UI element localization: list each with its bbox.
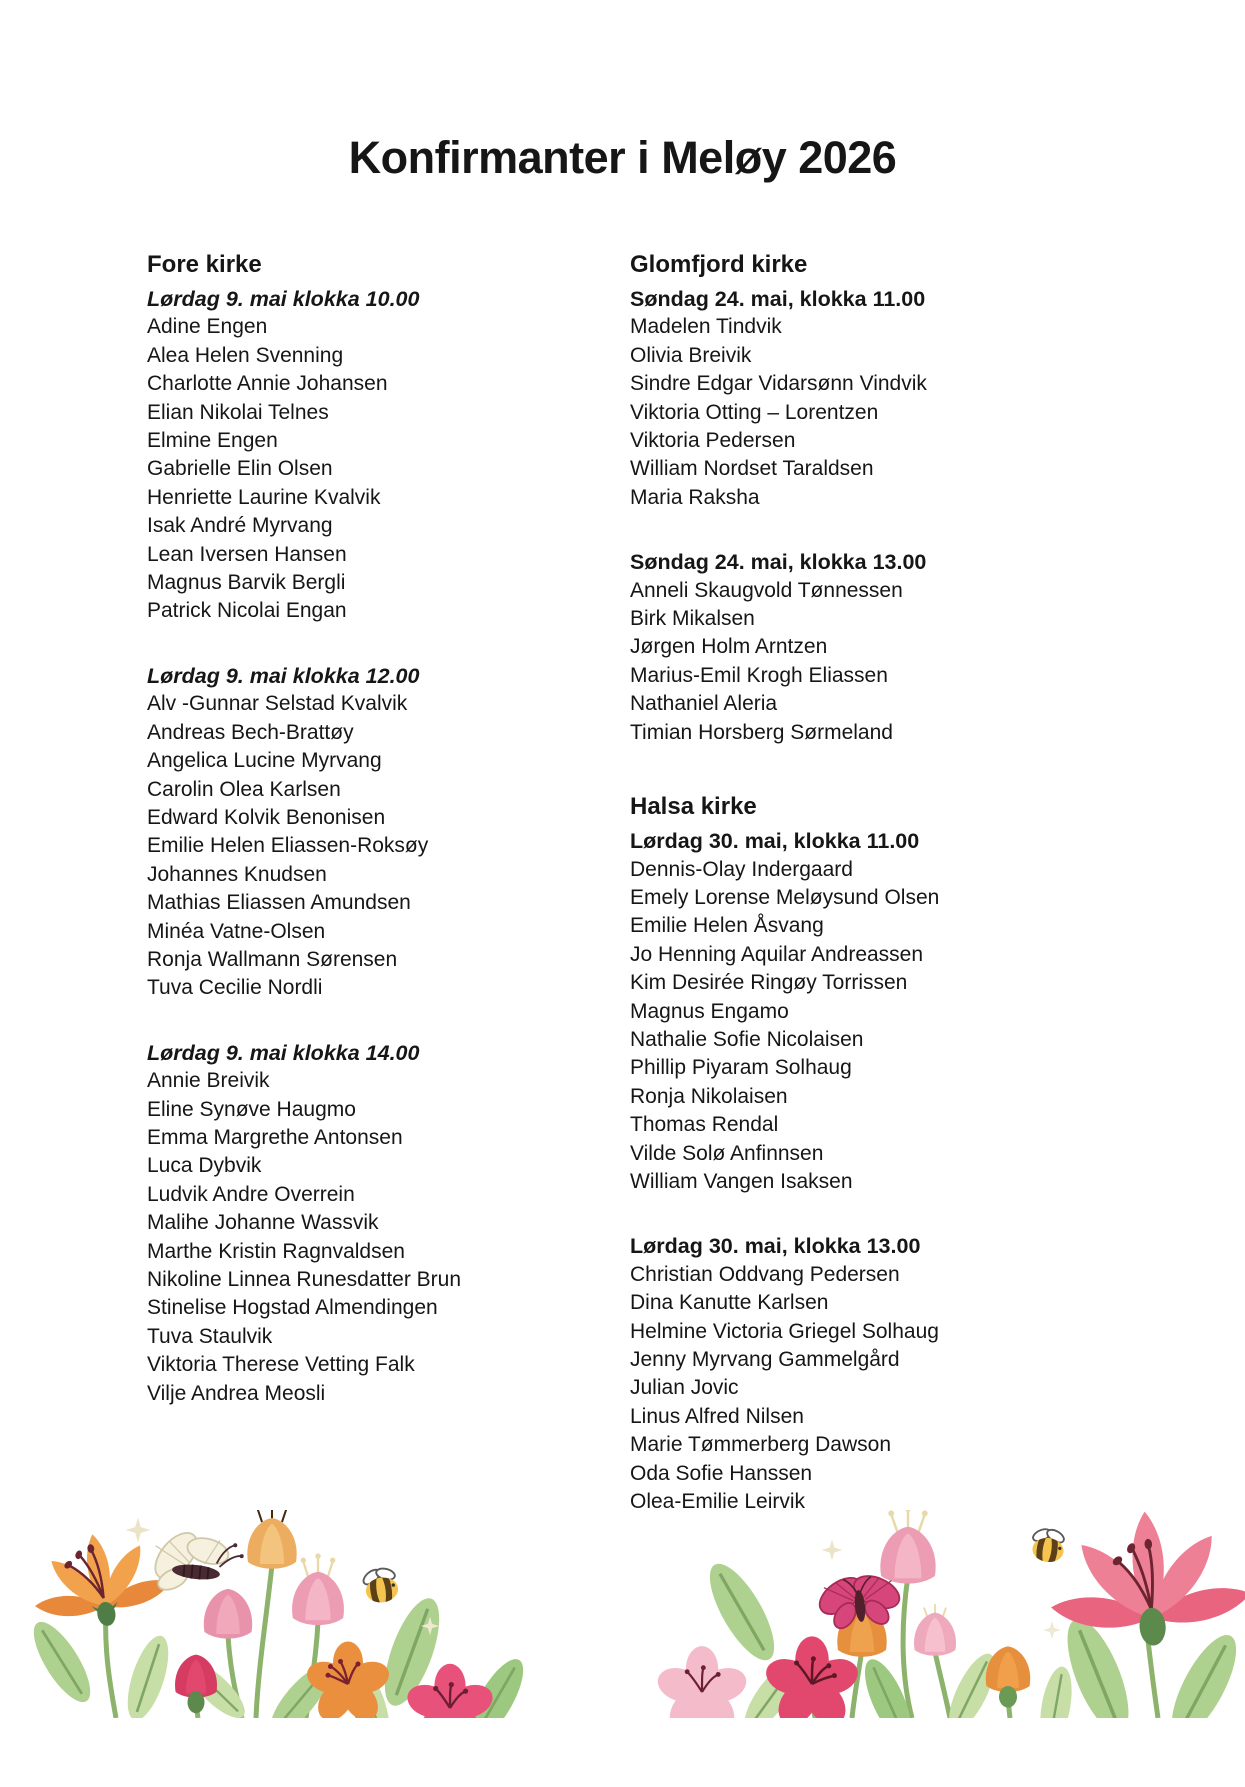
confirmand-name: Nathaniel Aleria [630,692,778,716]
church-section [630,250,1225,747]
confirmand-name: Maria Raksha [630,485,760,509]
confirmand-name: Dina Kanutte Karlsen [630,1291,829,1315]
confirmand-name: Malihe Johanne Wassvik [147,1211,379,1235]
confirmand-name: Andreas Bech-Brattøy [147,720,354,744]
service-group [630,827,1225,1196]
confirmand-name: Carolin Olea Karlsen [147,777,341,801]
confirmand-name: Tuva Cecilie Nordli [147,976,323,1000]
sparkle-icon [1043,1621,1061,1639]
confirmand-name: Anneli Skaugvold Tønnessen [630,578,903,602]
tulip-icon [292,1553,344,1625]
service-group [147,662,630,1003]
confirmand-name: Tuva Staulvik [147,1324,273,1348]
sparkle-icon [822,1540,843,1561]
confirmand-name: Alv -Gunnar Selstad Kvalvik [147,692,408,716]
confirmand-name: Ronja Nikolaisen [630,1084,788,1108]
confirmand-name: Stinelise Hogstad Almendingen [147,1296,438,1320]
confirmand-name: Ronja Wallmann Sørensen [147,947,398,971]
confirmand-name: Timian Horsberg Sørmeland [630,720,893,744]
confirmand-name: Luca Dybvik [147,1154,262,1178]
confirmand-name: Adine Engen [147,315,268,339]
confirmand-name: Kim Desirée Ringøy Torrissen [630,971,908,995]
group-datetime: Lørdag 9. mai klokka 10.00 [147,287,420,311]
confirmand-name: Magnus Barvik Bergli [147,571,346,595]
confirmand-name: Marius-Emil Krogh Eliassen [630,663,888,687]
tulip-icon [204,1589,252,1639]
group-datetime: Lørdag 9. mai klokka 14.00 [147,1040,420,1065]
page-title: Konfirmanter i Meløy 2026 [348,132,897,183]
columns [147,250,1225,1516]
confirmand-name: Viktoria Otting – Lorentzen [630,400,879,424]
confirmand-name: Marie Tømmerberg Dawson [630,1433,892,1457]
column [630,250,1225,1516]
confirmand-name: Mathias Eliassen Amundsen [147,891,411,915]
confirmand-name: Annie Breivik [147,1069,270,1093]
confirmand-name: Alea Helen Svenning [147,343,344,367]
lily-icon [23,1522,178,1638]
confirmand-name: Gabrielle Elin Olsen [147,457,333,481]
group-datetime: Søndag 24. mai, klokka 11.00 [630,287,926,311]
group-datetime: Lørdag 30. mai, klokka 11.00 [630,829,920,854]
left-floral-cluster [23,1510,534,1718]
service-group [630,285,1225,512]
confirmand-name: Nikoline Linnea Runesdatter Brun [147,1268,462,1291]
confirmand-name: William Vangen Isaksen [630,1169,853,1193]
confirmand-name: Jenny Myrvang Gammelgård [630,1348,900,1371]
group-datetime: Lørdag 30. mai, klokka 13.00 [630,1234,921,1259]
confirmand-name: Eline Synøve Haugmo [147,1097,356,1121]
service-group [147,1039,630,1408]
confirmand-name: Patrick Nicolai Engan [147,599,347,623]
confirmand-name: Elmine Engen [147,429,278,453]
church-heading: Glomfjord kirke [630,251,808,278]
confirmand-name: Christian Oddvang Pedersen [630,1262,900,1286]
confirmand-name: Edward Kolvik Benonisen [147,805,386,829]
confirmand-name: Emely Lorense Meløysund Olsen [630,885,940,909]
service-group [630,548,1225,747]
church-section [630,792,1225,1516]
confirmand-name: Jo Henning Aquilar Andreassen [630,942,924,966]
confirmand-name: Nathalie Sofie Nicolaisen [630,1027,864,1051]
service-group [630,1232,1225,1516]
confirmand-name: Charlotte Annie Johansen [147,372,388,396]
confirmand-name: Olivia Breivik [630,343,752,367]
confirmand-name: Jørgen Holm Arntzen [630,635,828,659]
confirmand-name: Olea-Emilie Leirvik [630,1490,806,1514]
confirmand-name: Angelica Lucine Myrvang [147,749,382,773]
confirmand-name: Birk Mikalsen [630,607,755,631]
confirmand-name: Thomas Rendal [630,1113,779,1137]
confirmand-name: Oda Sofie Hanssen [630,1461,813,1485]
confirmand-name: Vilde Solø Anfinnsen [630,1141,824,1165]
confirmand-name: Sindre Edgar Vidarsønn Vindvik [630,372,927,396]
confirmand-name: Lean Iversen Hansen [147,542,347,566]
confirmand-name: Vilje Andrea Meosli [147,1381,326,1405]
church-section [147,250,630,1408]
confirmand-name: Madelen Tindvik [630,315,782,339]
sparkle-icon [126,1518,151,1543]
column [147,250,630,1408]
confirmand-name: Minéa Vatne-Olsen [147,919,326,943]
confirmand-name: Emma Margrethe Antonsen [147,1125,403,1149]
group-datetime: Søndag 24. mai, klokka 13.00 [630,550,927,575]
confirmand-name: William Nordset Taraldsen [630,457,874,481]
church-heading: Fore kirke [147,251,262,278]
tulip-icon [880,1510,935,1584]
floral-border-illustration [0,1510,1245,1718]
tulip-icon [247,1510,296,1569]
confirmand-name: Johannes Knudsen [147,862,327,886]
confirmand-name: Julian Jovic [630,1376,739,1400]
confirmand-name: Emilie Helen Eliassen-Roksøy [147,834,429,858]
tulip-icon [914,1604,956,1656]
confirmand-name: Ludvik Andre Overrein [147,1182,355,1206]
flower-bud-icon [986,1646,1030,1707]
service-group [147,285,630,626]
confirmand-name: Isak André Myrvang [147,514,333,538]
confirmand-name: Helmine Victoria Griegel Solhaug [630,1319,939,1343]
confirmand-name: Magnus Engamo [630,999,789,1023]
confirmand-name: Phillip Piyaram Solhaug [630,1056,852,1080]
confirmand-name: Henriette Laurine Kvalvik [147,485,381,509]
confirmand-name: Elian Nikolai Telnes [147,400,329,424]
church-heading: Halsa kirke [630,793,757,821]
confirmand-name: Marthe Kristin Ragnvaldsen [147,1239,405,1263]
group-datetime: Lørdag 9. mai klokka 12.00 [147,663,420,688]
bee-icon [1028,1525,1067,1565]
flower-icon [653,1646,750,1718]
flower-bud-icon [175,1655,217,1714]
confirmand-name: Viktoria Therese Vetting Falk [147,1353,415,1377]
confirmand-name: Dennis-Olay Indergaard [630,857,853,881]
bee-icon [360,1564,401,1606]
confirmand-name: Emilie Helen Åsvang [630,914,824,938]
confirmand-name: Linus Alfred Nilsen [630,1404,804,1428]
right-floral-cluster [653,1510,1245,1718]
confirmand-name: Viktoria Pedersen [630,429,796,453]
